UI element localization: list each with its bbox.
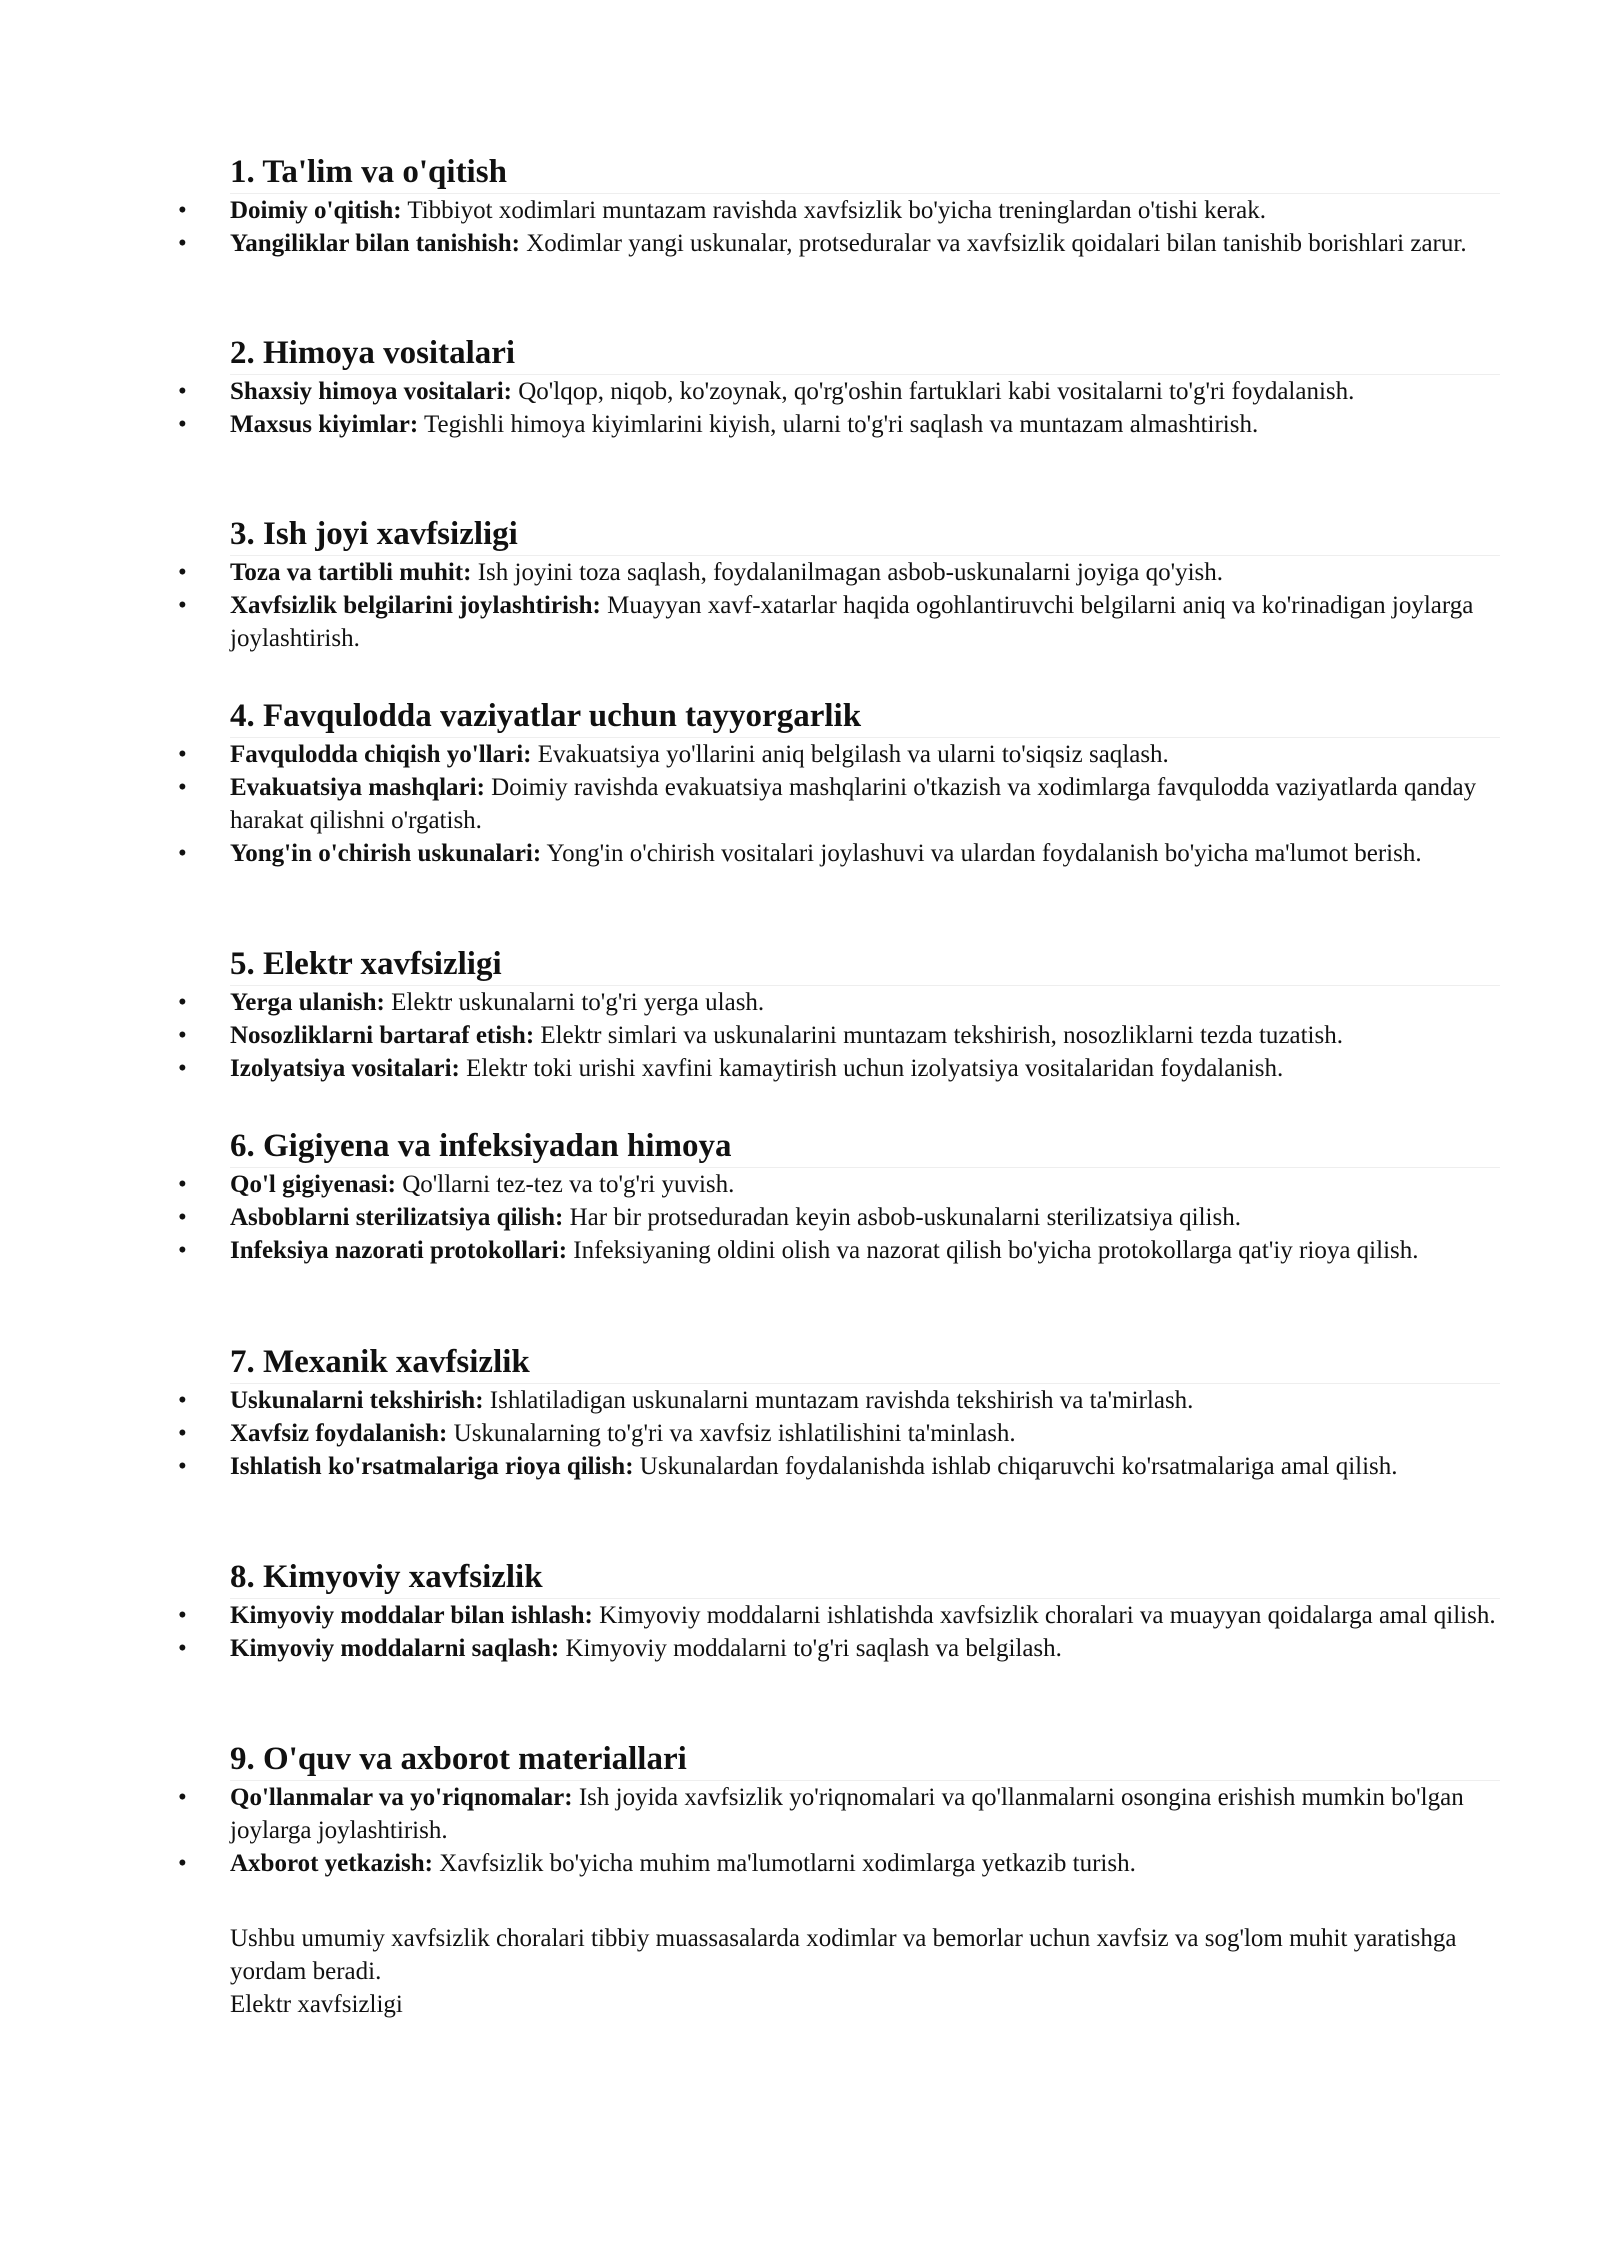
item-term: Asboblarni sterilizatsiya qilish:: [230, 1204, 564, 1231]
item-text: Ishlatiladigan uskunalarni muntazam ravishda tekshirish va ta'mirlash.: [483, 1387, 1194, 1414]
section-5: [170, 944, 1500, 1085]
bullet-icon: •: [178, 230, 187, 257]
item-term: Yerga ulanish:: [230, 989, 385, 1016]
section-heading: 3. Ish joyi xavfsizligi: [230, 514, 1500, 556]
section-7: [170, 1342, 1500, 1483]
bullet-icon: •: [178, 1055, 187, 1082]
item-term: Axborot yetkazish:: [230, 1850, 434, 1877]
section-heading: 9. O'quv va axborot materiallari: [230, 1739, 1500, 1781]
section-heading: 2. Himoya vositalari: [230, 333, 1500, 375]
list-item: [170, 1384, 1500, 1417]
bullet-icon: •: [178, 1237, 187, 1264]
bullet-icon: •: [178, 559, 187, 586]
item-term: Evakuatsiya mashqlari:: [230, 774, 485, 801]
list-item: [170, 1781, 1500, 1847]
item-term: Nosozliklarni bartaraf etish:: [230, 1022, 535, 1049]
list-item: [170, 1019, 1500, 1052]
item-term: Xavfsizlik belgilarini joylashtirish:: [230, 592, 601, 619]
bullet-icon: •: [178, 378, 187, 405]
bullet-icon: •: [178, 1602, 187, 1629]
item-term: Qo'llanmalar va yo'riqnomalar:: [230, 1784, 573, 1811]
list-item: [170, 771, 1500, 837]
list-item: [170, 1417, 1500, 1450]
section-heading: 4. Favqulodda vaziyatlar uchun tayyorgarlik: [230, 696, 1500, 738]
list-item: [170, 375, 1500, 408]
list-item: [170, 986, 1500, 1019]
section-heading: 8. Kimyoviy xavfsizlik: [230, 1557, 1500, 1599]
list-item: [170, 1201, 1500, 1234]
item-text: Doimiy ravishda evakuatsiya mashqlarini o'tkazish va xodimlarga favqulodda vaziyatlarda qanday harakat qilishni o'rgatish.: [230, 774, 1477, 834]
item-term: Doimiy o'qitish:: [230, 197, 402, 224]
bullet-icon: •: [178, 774, 187, 801]
item-term: Izolyatsiya vositalari:: [230, 1055, 460, 1082]
item-text: Kimyoviy moddalarni to'g'ri saqlash va belgilash.: [559, 1635, 1062, 1662]
bullet-list: [170, 1384, 1500, 1483]
list-item: [170, 1234, 1500, 1267]
list-item: [170, 837, 1500, 870]
item-term: Ishlatish ko'rsatmalariga rioya qilish:: [230, 1453, 634, 1480]
section-heading: 1. Ta'lim va o'qitish: [230, 152, 1500, 194]
bullet-icon: •: [178, 1453, 187, 1480]
item-text: Kimyoviy moddalarni ishlatishda xavfsizlik choralari va muayyan qoidalarga amal qilish.: [592, 1602, 1496, 1629]
item-text: Xodimlar yangi uskunalar, protseduralar va xavfsizlik qoidalari bilan tanishib borishlari zarur.: [519, 230, 1467, 257]
section-heading: 6. Gigiyena va infeksiyadan himoya: [230, 1126, 1500, 1168]
bullet-list: [170, 738, 1500, 870]
item-term: Qo'l gigiyenasi:: [230, 1171, 396, 1198]
section-1: [170, 152, 1500, 260]
list-item: [170, 1847, 1500, 1880]
item-term: Yangiliklar bilan tanishish:: [230, 230, 520, 257]
bullet-icon: •: [178, 1850, 187, 1877]
item-term: Uskunalarni tekshirish:: [230, 1387, 484, 1414]
item-text: Tegishli himoya kiyimlarini kiyish, ularni to'g'ri saqlash va muntazam almashtirish.: [418, 411, 1259, 438]
bullet-list: [170, 1599, 1500, 1665]
bullet-icon: •: [178, 592, 187, 619]
section-4: [170, 696, 1500, 870]
list-item: [170, 408, 1500, 441]
list-item: [170, 556, 1500, 589]
bullet-icon: •: [178, 741, 187, 768]
item-term: Infeksiya nazorati protokollari:: [230, 1237, 568, 1264]
bullet-list: [170, 1168, 1500, 1267]
bullet-list: [170, 1781, 1500, 1880]
item-text: Infeksiyaning oldini olish va nazorat qilish bo'yicha protokollarga qat'iy rioya qilish.: [567, 1237, 1419, 1264]
section-heading: 5. Elektr xavfsizligi: [230, 944, 1500, 986]
list-item: [170, 589, 1500, 655]
section-heading: 7. Mexanik xavfsizlik: [230, 1342, 1500, 1384]
item-text: Tibbiyot xodimlari muntazam ravishda xavfsizlik bo'yicha treninglardan o'tishi kerak.: [401, 197, 1266, 224]
bullet-list: [170, 986, 1500, 1085]
bullet-icon: •: [178, 1420, 187, 1447]
item-term: Kimyoviy moddalarni saqlash:: [230, 1635, 560, 1662]
item-text: Evakuatsiya yo'llarini aniq belgilash va ularni to'siqsiz saqlash.: [531, 741, 1169, 768]
item-term: Toza va tartibli muhit:: [230, 559, 472, 586]
item-term: Shaxsiy himoya vositalari:: [230, 378, 512, 405]
bullet-icon: •: [178, 1784, 187, 1811]
list-item: [170, 1168, 1500, 1201]
bullet-icon: •: [178, 1022, 187, 1049]
closing-block: [230, 1922, 1480, 2021]
closing-footer-line: Elektr xavfsizligi: [230, 1991, 403, 2018]
section-3: [170, 514, 1500, 655]
bullet-icon: •: [178, 1635, 187, 1662]
list-item: [170, 1052, 1500, 1085]
item-term: Xavfsiz foydalanish:: [230, 1420, 448, 1447]
list-item: [170, 227, 1500, 260]
item-text: Qo'llarni tez-tez va to'g'ri yuvish.: [395, 1171, 735, 1198]
list-item: [170, 1599, 1500, 1632]
item-term: Kimyoviy moddalar bilan ishlash:: [230, 1602, 593, 1629]
bullet-icon: •: [178, 411, 187, 438]
section-9: [170, 1739, 1500, 1880]
item-text: Qo'lqop, niqob, ko'zoynak, qo'rg'oshin fartuklari kabi vositalarni to'g'ri foydalanish.: [511, 378, 1355, 405]
item-term: Maxsus kiyimlar:: [230, 411, 419, 438]
section-8: [170, 1557, 1500, 1665]
list-item: [170, 194, 1500, 227]
bullet-icon: •: [178, 197, 187, 224]
bullet-list: [170, 194, 1500, 260]
bullet-icon: •: [178, 1204, 187, 1231]
bullet-icon: •: [178, 840, 187, 867]
item-text: Ish joyini toza saqlash, foydalanilmagan asbob-uskunalarni joyiga qo'yish.: [471, 559, 1224, 586]
bullet-list: [170, 375, 1500, 441]
item-text: Elektr simlari va uskunalarini muntazam tekshirish, nosozliklarni tezda tuzatish.: [534, 1022, 1343, 1049]
item-text: Ish joyida xavfsizlik yo'riqnomalari va qo'llanmalarni osongina erishish mumkin bo'lgan joylarga joylashtirish.: [230, 1784, 1464, 1844]
item-term: Yong'in o'chirish uskunalari:: [230, 840, 542, 867]
bullet-icon: •: [178, 1387, 187, 1414]
section-6: [170, 1126, 1500, 1267]
item-text: Uskunalardan foydalanishda ishlab chiqaruvchi ko'rsatmalariga amal qilish.: [633, 1453, 1398, 1480]
list-item: [170, 738, 1500, 771]
bullet-list: [170, 556, 1500, 655]
section-2: [170, 333, 1500, 441]
item-text: Har bir protseduradan keyin asbob-uskunalarni sterilizatsiya qilish.: [563, 1204, 1241, 1231]
bullet-icon: •: [178, 989, 187, 1016]
item-text: Yong'in o'chirish vositalari joylashuvi va ulardan foydalanish bo'yicha ma'lumot berish.: [541, 840, 1422, 867]
closing-paragraph: Ushbu umumiy xavfsizlik choralari tibbiy muassasalarda xodimlar va bemorlar uchun xavfsiz va sog'lom muhit yaratishga yordam beradi.: [230, 1925, 1457, 1985]
item-text: Elektr toki urishi xavfini kamaytirish uchun izolyatsiya vositalaridan foydalanish.: [459, 1055, 1284, 1082]
item-text: Muayyan xavf-xatarlar haqida ogohlantiruvchi belgilarni aniq va ko'rinadigan joylarga joylashtirish.: [230, 592, 1474, 652]
item-text: Uskunalarning to'g'ri va xavfsiz ishlatilishini ta'minlash.: [447, 1420, 1016, 1447]
bullet-icon: •: [178, 1171, 187, 1198]
list-item: [170, 1450, 1500, 1483]
item-text: Xavfsizlik bo'yicha muhim ma'lumotlarni xodimlarga yetkazib turish.: [433, 1850, 1136, 1877]
item-text: Elektr uskunalarni to'g'ri yerga ulash.: [384, 989, 765, 1016]
list-item: [170, 1632, 1500, 1665]
item-term: Favqulodda chiqish yo'llari:: [230, 741, 532, 768]
